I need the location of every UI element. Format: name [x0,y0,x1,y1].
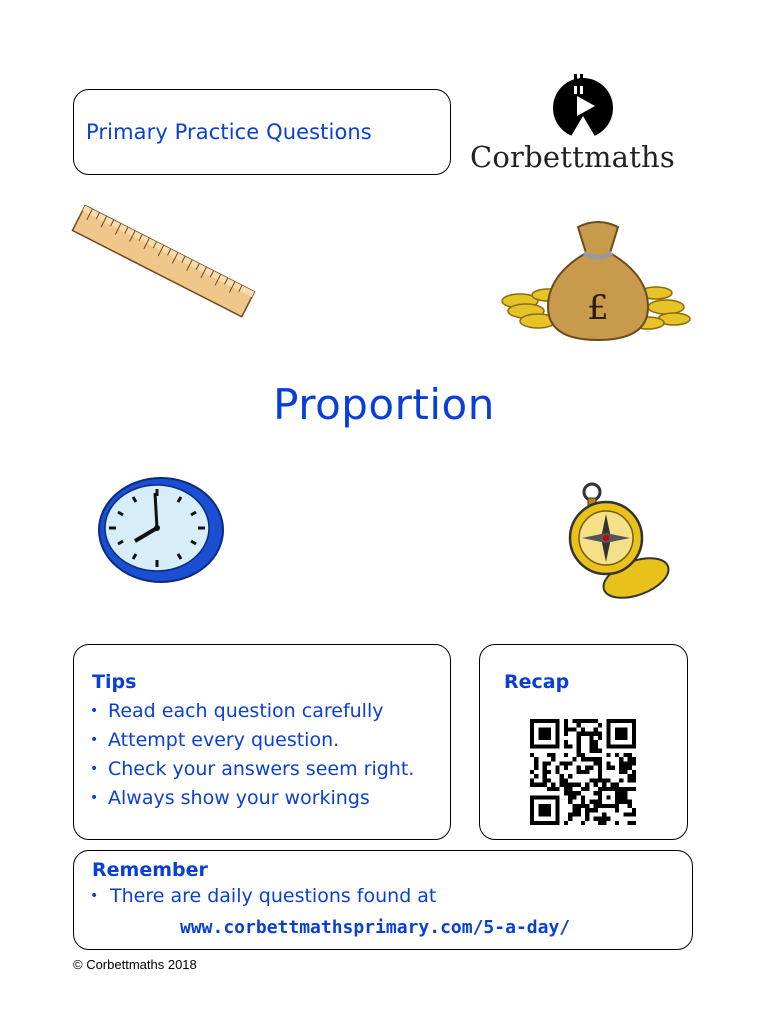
remember-text: • There are daily questions found at [90,885,437,907]
ruler-icon [68,205,258,320]
svg-text:£: £ [587,288,609,328]
clock-icon [95,475,227,585]
header-title: Primary Practice Questions [86,120,372,144]
recap-box [479,644,688,840]
copyright-notice: © Corbettmaths 2018 [73,957,197,972]
recap-heading: Recap [504,671,570,693]
corbettmaths-logo [470,72,690,182]
worksheet-title: Proportion [273,380,495,429]
tips-item: • Read each question carefully [90,700,384,722]
tips-item: • Attempt every question. [90,729,340,751]
logo-text: Corbettmaths [470,140,675,174]
tips-box [73,644,451,840]
remember-heading: Remember [92,859,208,881]
remember-box [73,850,693,950]
compass-icon [560,480,672,602]
tips-list [90,697,414,813]
logo-mark-icon [470,72,690,142]
qr-code-icon[interactable] [530,719,636,825]
daily-questions-link[interactable]: www.corbettmathsprimary.com/5-a-day/ [180,917,571,938]
tips-item: • Check your answers seem right. [90,758,415,780]
header-box [73,89,451,175]
money-bag-icon [498,215,693,345]
tips-heading: Tips [92,671,137,693]
tips-item: • Always show your workings [90,787,370,809]
